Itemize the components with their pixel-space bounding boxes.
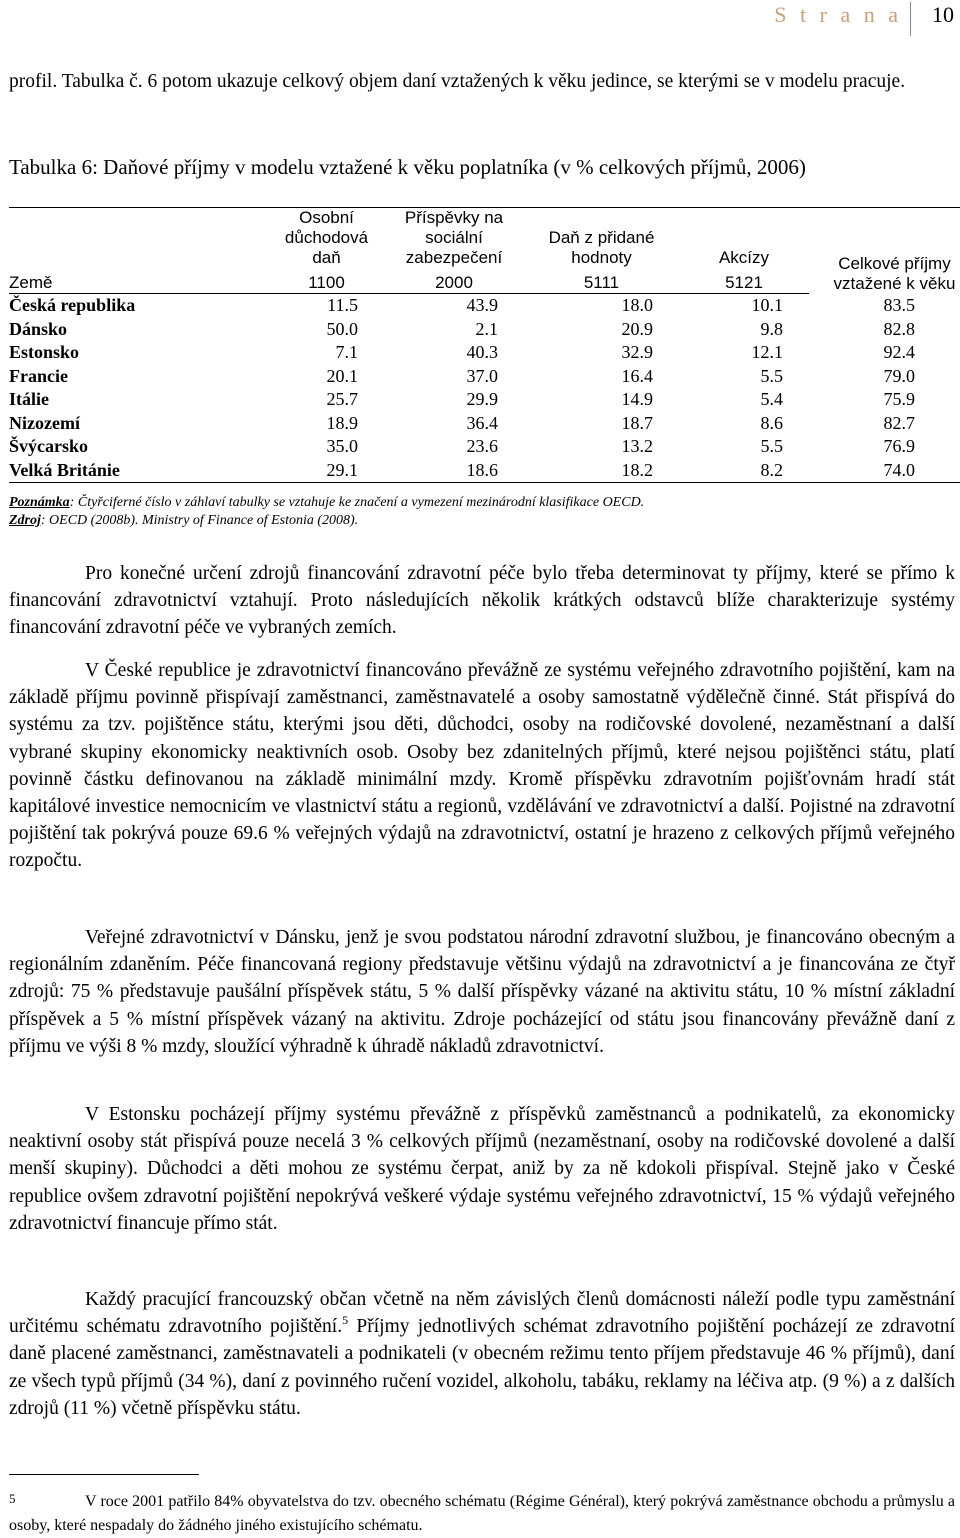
page-label: S t r a n a (774, 2, 902, 27)
footnote-text: V roce 2001 patřilo 84% obyvatelstva do tzv. obecného schématu (Régime Général), který pokrývá zaměstnance obchodu a průmyslu a osoby, které nespadaly do žádného jiného existujícího schématu. (9, 1493, 955, 1534)
country-cell: Francie (9, 365, 68, 386)
table-row (9, 341, 960, 365)
paragraph-estonia: V Estonsku pocházejí příjmy systému převážně z příspěvků zaměstnanců a podnikatelů, za ekonomicky neaktivní osoby stát přispívá pouze necelá 3 % celkových příjmů (nezaměstnaní, osoby na rodičovské dovolené a další menší skupiny). Důchodci a děti mohou ze systému čerpat, aniž by za ně kdokoli přispíval. Stejně jako v České republice ovšem zdravotní pojištění nepokrývá veškeré výdaje systému veřejného zdravotnictví, 15 % výdajů veřejného zdravotnictví financuje přímo stát. (9, 1104, 955, 1234)
table-caption: Tabulka 6: Daňové příjmy v modelu vztažené k věku poplatníka (v % celkových příjmů, 2006) (9, 155, 806, 179)
value-cell: 5.5 (760, 436, 783, 457)
source-text: : OECD (2008b). Ministry of Finance of Estonia (2008). (40, 513, 359, 528)
value-cell: 76.9 (883, 436, 915, 457)
paragraph-france-text-b: Příjmy jednotlivých schémat zdravotního pojištění pocházejí ze zdravotní daně placené zaměstnanci, zaměstnavateli a podnikateli (v obecném režimu tento příjem představuje 46 % příjmů), daní ze všech typů příjmů (34 %), daní z povinného ručení vozidel, alkoholu, tabáku, reklamy na léčiva atp. (9 %) a z dalších zdrojů (11 %) včetně příspěvku státu. (9, 1316, 956, 1419)
value-cell: 50.0 (326, 318, 358, 339)
column-header: Osobní důchodová daň (269, 208, 384, 269)
paragraph-denmark: Veřejné zdravotnictví v Dánsku, jenž je svou podstatou národní zdravotní službou, je financováno obecným a regionálním zdaněním. Péče financovaná regiony představuje většinu výdajů na zdravotnictví a je financována ze čtyř zdrojů: 75 % představuje paušální příspěvek státu, 5 % další příspěvky vázané na aktivitu státu, 10 % místní základní příspěvek a 5 % místní příspěvek vázaný na aktivitu. Zdroje pocházející od státu jsou financovány převážně daní z příjmu ve výši 8 % mzdy, sloužící výhradně k úhradě nákladů zdravotnictví. (9, 927, 955, 1057)
page-number: 10 (932, 2, 954, 27)
value-cell: 2.1 (475, 318, 498, 339)
country-cell: Česká republika (9, 295, 136, 316)
paragraph-france (9, 1286, 955, 1422)
table-note (9, 494, 644, 512)
value-cell: 11.5 (327, 295, 358, 316)
value-cell: 13.2 (621, 436, 653, 457)
value-cell: 40.3 (466, 342, 498, 363)
value-cell: 10.1 (751, 295, 783, 316)
column-code: 1100 (269, 268, 384, 294)
intro-paragraph: profil. Tabulka č. 6 potom ukazuje celkový objem daní vztažených k věku jedince, se kterými se v modelu pracuje. (9, 71, 906, 92)
value-cell: 18.2 (524, 459, 679, 483)
value-cell: 74.0 (809, 459, 960, 483)
value-cell: 36.4 (466, 412, 498, 433)
table-row (9, 318, 960, 342)
country-cell: Švýcarsko (9, 436, 89, 457)
footnote-reference: 5 (342, 1313, 349, 1328)
column-code: 5121 (679, 268, 809, 294)
value-cell: 12.1 (751, 342, 783, 363)
tax-revenue-table (9, 207, 960, 483)
value-cell: 37.0 (466, 365, 498, 386)
value-cell: 20.1 (326, 365, 358, 386)
value-cell: 18.6 (384, 459, 524, 483)
table-source (9, 512, 358, 530)
column-header-total: Celkové příjmy vztažené k věku (809, 208, 960, 294)
table-row (9, 459, 960, 483)
empty-header-cell (9, 208, 269, 269)
table-row (9, 294, 960, 318)
country-cell: Estonsko (9, 342, 80, 363)
value-cell: 79.0 (883, 365, 915, 386)
value-cell: 5.5 (760, 365, 783, 386)
note-label: Poznámka (9, 495, 70, 510)
value-cell: 35.0 (326, 436, 358, 457)
value-cell: 18.7 (621, 412, 653, 433)
paragraph-czech-republic: V České republice je zdravotnictví financováno převážně ze systému veřejného zdravotního pojištění, kam na základě příjmu povinně přispívají zaměstnanci, zaměstnavatelé a osoby samostatně výdělečně činné. Stát přispívá do systému za tzv. pojištěnce státu, kterými jsou děti, důchodci, osoby na rodičovské dovolené, nezaměstnaní a další vybrané skupiny ekonomicky neaktivních osob. Osoby bez zdanitelných příjmů, které nejsou pojištěnci státu, platí povinně částku definovanou na základě minimální mzdy. Kromě příspěvku zdravotním pojišťovnám hradí stát kapitálové investice nemocnicím ve vlastnictví státu a regionů, vzdělávání ve zdravotnictví a další. Pojistné na zdravotní pojištění tak pokrývá pouze 69.6 % veřejných výdajů na zdravotnictví, ostatní je hrazeno z celkových příjmů veřejného rozpočtu. (9, 660, 955, 872)
value-cell: 20.9 (621, 318, 653, 339)
value-cell: 23.6 (466, 436, 498, 457)
value-cell: 14.9 (621, 389, 653, 410)
value-cell: 32.9 (621, 342, 653, 363)
note-text: : Čtyřciferné číslo v záhlaví tabulky se vztahuje ke značení a vymezení mezinárodní klasifikace OECD. (69, 495, 645, 510)
table-row (9, 388, 960, 412)
value-cell: 16.4 (621, 365, 653, 386)
value-cell: 83.5 (883, 295, 915, 315)
value-cell: 8.2 (679, 459, 809, 483)
column-header: Příspěvky na sociální zabezpečení (384, 208, 524, 269)
country-cell: Itálie (9, 389, 49, 410)
country-cell: Velká Británie (9, 459, 269, 483)
column-code: 5111 (524, 268, 679, 294)
value-cell: 43.9 (466, 295, 498, 316)
value-cell: 18.0 (621, 295, 653, 316)
country-cell: Dánsko (9, 318, 68, 339)
value-cell: 25.7 (326, 389, 358, 410)
table-row (9, 365, 960, 389)
value-cell: 8.6 (760, 412, 783, 433)
country-header: Země (9, 268, 269, 294)
value-cell: 5.4 (760, 389, 783, 410)
footnote-divider (9, 1474, 199, 1475)
header-divider (910, 2, 911, 36)
value-cell: 7.1 (335, 342, 358, 363)
footnote-number: 5 (9, 1491, 16, 1506)
table-row (9, 412, 960, 436)
value-cell: 9.8 (760, 318, 783, 339)
value-cell: 92.4 (883, 342, 915, 363)
source-label: Zdroj (9, 513, 41, 528)
column-header: Daň z přidané hodnoty (524, 208, 679, 269)
paragraph-sources: Pro konečné určení zdrojů financování zdravotní péče bylo třeba determinovat ty příjmy, které se přímo k financování zdravotnictví vztahují. Proto následujících několik krátkých odstavců blíže charakterizuje systémy financování zdravotní péče ve vybraných zemích. (9, 563, 955, 639)
value-cell: 82.7 (883, 412, 915, 433)
value-cell: 18.9 (326, 412, 358, 433)
country-cell: Nizozemí (9, 412, 80, 433)
column-code: 2000 (384, 268, 524, 294)
page-header (0, 0, 960, 36)
table-row (9, 435, 960, 459)
value-cell: 29.9 (466, 389, 498, 410)
value-cell: 29.1 (269, 459, 384, 483)
value-cell: 82.8 (883, 318, 915, 339)
footnote (9, 1487, 955, 1538)
paragraph-france-text-a: Každý pracující francouzský občan včetně na něm závislých členů domácnosti náleží podle typu zaměstnání určitému schématu zdravotního pojištění. (9, 1289, 955, 1338)
value-cell: 75.9 (883, 389, 915, 410)
column-header: Akcízy (679, 208, 809, 269)
